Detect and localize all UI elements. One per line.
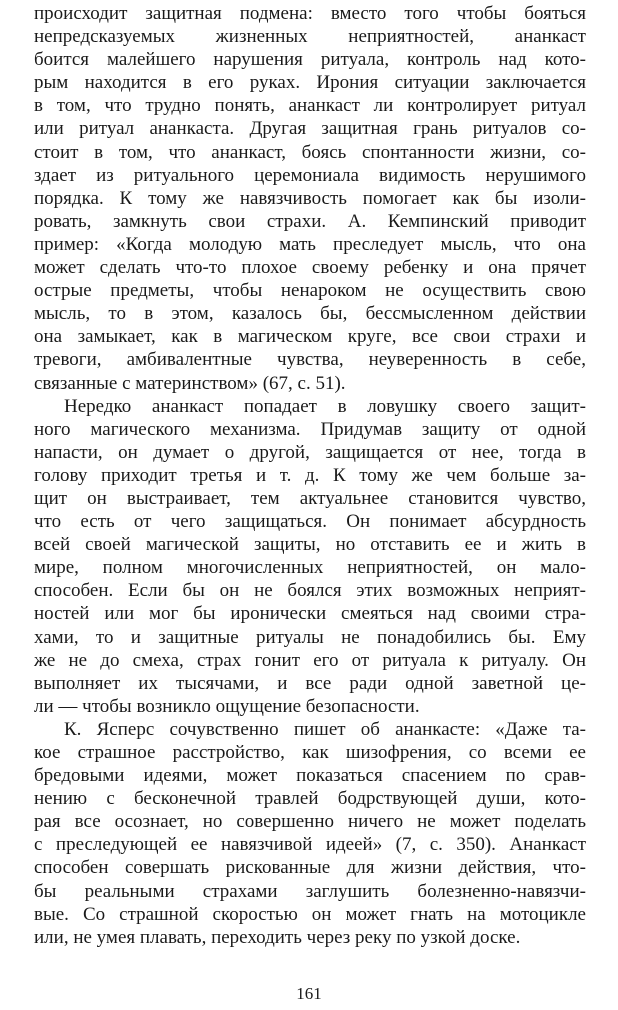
text-line: кое страшное расстройство, как шизофрения, со всеми ее xyxy=(34,742,586,763)
text-line: ли — чтобы возникло ощущение безопасности. xyxy=(34,695,420,717)
text-line: бы реальными страхами заглушить болезненно-навязчи- xyxy=(34,880,586,902)
text-line: Нередко ананкаст попадает в ловушку своего защит- xyxy=(64,395,586,417)
text-line: хами, то и защитные ритуалы не понадобились бы. Ему xyxy=(34,626,586,648)
text-line: или, не умея плавать, переходить через реку по узкой доске. xyxy=(34,926,521,948)
text-line: боится малейшего нарушения ритуала, контроль над кото- xyxy=(34,49,586,71)
text-line: с преследующей ее навязчивой идеей» (7, с. 350). Ананкаст xyxy=(34,834,586,856)
text-line: щит он выстраивает, тем актуальнее становится чувство, xyxy=(34,487,586,509)
text-line: тревоги, амбивалентные чувства, неуверенность в себе, xyxy=(34,349,586,371)
text-line: в том, что трудно понять, ананкаст ли контролирует ритуал xyxy=(34,95,586,117)
text-line: может сделать что-то плохое своему ребенку и она прячет xyxy=(34,257,586,279)
text-line: стоит в том, что ананкаст, боясь спонтанности жизни, со- xyxy=(34,141,586,163)
text-line: ностей или мог бы иронически смеяться над своими стра- xyxy=(34,603,586,625)
text-line: способен. Если бы он не боялся этих возможных неприят- xyxy=(34,580,586,602)
text-line: непредсказуемых жизненных неприятностей, ананкаст xyxy=(34,26,586,48)
text-line: она замыкает, как в магическом круге, все свои страхи и xyxy=(34,326,586,348)
text-line: рым находится в его руках. Ирония ситуации заключается xyxy=(34,72,586,94)
paragraph-3 xyxy=(34,718,586,949)
text-line: К. Ясперс сочувственно пишет об ананкасте: «Даже та- xyxy=(64,718,586,740)
text-line: что есть от чего защищаться. Он понимает абсурдность xyxy=(34,511,586,533)
text-line: или ритуал ананкаста. Другая защитная грань ритуалов со- xyxy=(34,118,586,140)
text-line: вые. Со страшной скоростью он может гнать на мотоцикле xyxy=(34,903,586,925)
text-line: мысль, то в этом, казалось бы, бессмысленном действии xyxy=(34,303,586,325)
text-line: связанные с материнством» (67, с. 51). xyxy=(34,372,346,394)
text-line: же не до смеха, страх гонит его от ритуала к ритуалу. Он xyxy=(34,649,586,671)
page-number: 161 xyxy=(296,984,322,1003)
text-line: напасти, он думает о другой, защищается от нее, тогда в xyxy=(34,441,586,463)
text-line: здает из ритуального церемониала видимость нерушимого xyxy=(34,164,586,186)
text-line: голову приходит третья и т. д. К тому же чем больше за- xyxy=(34,464,586,486)
paragraph-1 xyxy=(34,2,586,395)
text-line: порядка. К тому же навязчивость помогает как бы изоли- xyxy=(34,187,586,209)
text-line: происходит защитная подмена: вместо того чтобы бояться xyxy=(34,3,586,24)
text-line: ного магического механизма. Придумав защиту от одной xyxy=(34,418,586,440)
text-line: бредовыми идеями, может показаться спасением по срав- xyxy=(34,765,586,787)
text-line: рая все осознает, но совершенно ничего не может поделать xyxy=(34,811,586,833)
text-line: мире, полном многочисленных неприятностей, он мало- xyxy=(34,557,586,579)
text-line: способен совершать рискованные для жизни действия, что- xyxy=(34,857,586,879)
text-line: всей своей магической защиты, но отставить ее и жить в xyxy=(34,534,586,556)
paragraph-2 xyxy=(34,395,586,718)
text-line: ровать, замкнуть свои страхи. А. Кемпинский приводит xyxy=(34,210,586,232)
body-text xyxy=(34,2,586,949)
text-line: нению с бесконечной травлей бодрствующей души, кото- xyxy=(34,788,586,810)
text-line: выполняет их тысячами, и все ради одной заветной це- xyxy=(34,672,586,694)
text-line: пример: «Когда молодую мать преследует мысль, что она xyxy=(34,233,586,255)
text-line: острые предметы, чтобы ненароком не осуществить свою xyxy=(34,280,586,302)
